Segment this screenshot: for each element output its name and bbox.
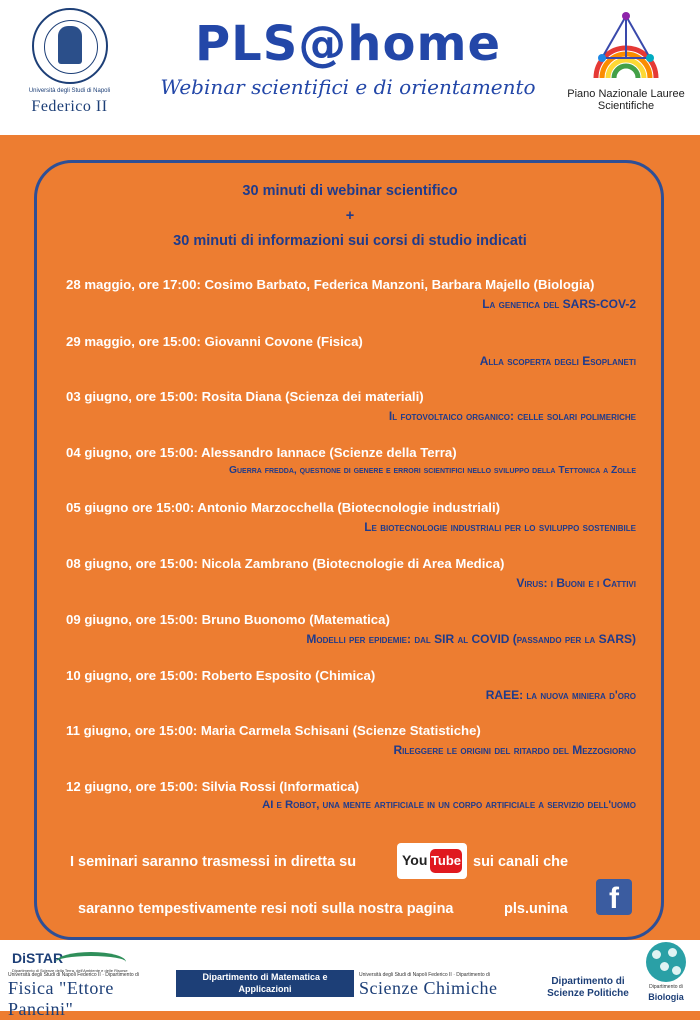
event-item: [66, 389, 636, 423]
pls-logo: [566, 8, 686, 120]
event-topic: RAEE: la nuova miniera d'oro: [485, 688, 636, 702]
intro-line-2: +: [345, 208, 355, 224]
intro-line-3: 30 minuti di informazioni sui corsi di studio indicati: [173, 233, 527, 249]
pls-logo-text: Piano Nazionale Lauree Scientifiche: [567, 88, 685, 112]
event-when: 03 giugno, ore 15:00: Rosita Diana (Scienza dei materiali): [66, 389, 424, 404]
header: [0, 0, 700, 135]
fisica-name: Fisica "Ettore Pancini": [8, 978, 114, 1019]
event-item: [66, 556, 636, 590]
matematica-logo: [176, 970, 354, 1006]
event-item: [66, 723, 636, 757]
politiche-logo: [543, 976, 633, 1000]
biologia-name: Biologia: [648, 992, 684, 1002]
biologia-cell-icon: [646, 942, 686, 982]
youtube-you-text: You: [402, 852, 428, 868]
event-when: 08 giugno, ore 15:00: Nicola Zambrano (Biotecnologie di Area Medica): [66, 556, 505, 571]
intro-line-1: 30 minuti di webinar scientifico: [242, 183, 458, 199]
facebook-icon[interactable]: f: [596, 879, 632, 915]
facebook-handle[interactable]: pls.unina: [504, 901, 568, 917]
event-when: 11 giugno, ore 15:00: Maria Carmela Schisani (Scienze Statistiche): [66, 723, 481, 738]
event-when: 10 giugno, ore 15:00: Roberto Esposito (Chimica): [66, 668, 376, 683]
footer: [0, 940, 700, 1019]
broadcast-text-after: sui canali che: [473, 854, 569, 870]
event-when: 09 giugno, ore 15:00: Bruno Buonomo (Matematica): [66, 612, 390, 627]
politiche-line2: Scienze Politiche: [547, 988, 629, 999]
distar-name: DiSTAR: [12, 950, 64, 966]
event-when: 04 giugno, ore 15:00: Alessandro Iannace (Scienze della Terra): [66, 445, 457, 460]
event-topic: Il fotovoltaico organico: celle solari polimeriche: [388, 409, 636, 423]
event-when: 29 maggio, ore 15:00: Giovanni Covone (Fisica): [66, 334, 363, 349]
event-item: [66, 668, 636, 702]
university-seal-icon: [32, 8, 108, 84]
distar-logo: [12, 950, 132, 972]
event-topic: Rileggere le origini del ritardo del Mezzogiorno: [393, 743, 636, 757]
event-when: 12 giugno, ore 15:00: Silvia Rossi (Informatica): [66, 779, 360, 794]
university-logo: [22, 8, 117, 116]
chimiche-small-text: Università degli Studi di Napoli Federico II · Dipartimento di: [359, 972, 490, 978]
event-topic: Alla scoperta degli Esoplaneti: [479, 354, 636, 368]
event-when: 28 maggio, ore 17:00: Cosimo Barbato, Federica Manzoni, Barbara Majello (Biologia): [66, 277, 595, 292]
event-item: [66, 277, 636, 311]
event-item: [66, 612, 636, 646]
event-topic: Le biotecnologie industriali per lo sviluppo sostenibile: [364, 520, 636, 534]
distar-subtitle: Dipartimento di Scienze della Terra, dell'Ambiente e delle Risorse: [12, 968, 128, 973]
matematica-line1: Dipartimento di Matematica e Applicazioni: [202, 972, 328, 994]
fisica-small-text: Università degli Studi di Napoli Federico II · Dipartimento di: [8, 972, 139, 978]
chimiche-logo: [359, 972, 539, 999]
broadcast-text-before: I seminari saranno trasmessi in diretta su: [70, 854, 357, 870]
politiche-line1: Dipartimento di: [551, 976, 625, 987]
chimiche-name: Scienze Chimiche: [359, 978, 498, 998]
broadcast-text-line2: saranno tempestivamente resi noti sulla nostra pagina: [78, 901, 454, 917]
pls-rainbow-icon: [578, 8, 674, 88]
event-topic: Guerra fredda, questione di genere e errori scientifici nello sviluppo della Tettonica a Zolle: [228, 465, 636, 476]
youtube-tube-text: Tube: [430, 849, 462, 873]
event-item: [66, 334, 636, 368]
event-topic: AI e Robot, una mente artificiale in un corpo artificiale a servizio dell'uomo: [262, 799, 636, 811]
fisica-logo: [8, 972, 168, 1020]
university-name: Federico II: [31, 98, 108, 115]
event-topic: Virus: i Buoni e i Cattivi: [516, 576, 636, 590]
event-item: [66, 779, 636, 811]
page-subtitle: Webinar scientifici e di orientamento: [160, 75, 536, 99]
event-item: [66, 445, 636, 476]
youtube-logo[interactable]: [397, 843, 467, 879]
biologia-logo: [638, 942, 694, 1008]
event-when: 05 giugno ore 15:00: Antonio Marzocchella (Biotecnologie industriali): [66, 500, 501, 515]
matematica-line2: "Renato Caccioppoli": [218, 996, 312, 1006]
university-small-text: Università degli Studi di Napoli: [28, 88, 111, 94]
event-item: [66, 500, 636, 534]
biologia-small-text: Dipartimento di: [649, 984, 683, 990]
event-topic: Modelli per epidemie: dal SIR al COVID (passando per la SARS): [306, 632, 636, 646]
page-title: PLS@home: [194, 16, 502, 72]
event-topic: La genetica del SARS-COV-2: [482, 297, 636, 311]
